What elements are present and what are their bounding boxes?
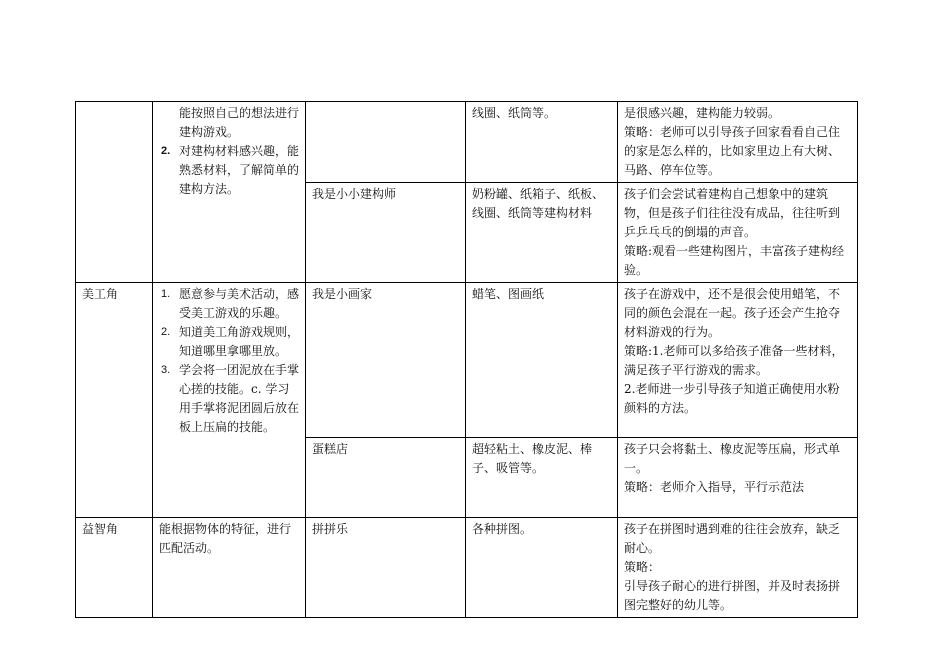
list-item: [159, 361, 299, 437]
goal-number: 2.: [161, 145, 171, 157]
note-line: 策略：老师介入指导，平行示范法: [624, 480, 805, 494]
table-row: [76, 518, 858, 618]
goals-list: [159, 285, 299, 437]
note-line: 策略：老师可以引导孩子回家看看自己住的家是怎么样的，比如家里边上有大树、马路、停车位等。: [624, 125, 841, 177]
note-line: 策略:观看一些建构图片，丰富孩子建构经验。: [624, 244, 845, 277]
note-line: 2.老师进一步引导孩子知道正确使用水粉颜料的方法。: [624, 382, 840, 415]
goal-text: 对建构材料感兴趣，能熟悉材料，了解简单的建构方法。: [179, 144, 300, 196]
table-row: [76, 102, 858, 183]
activity-cell: 蛋糕店: [306, 438, 466, 518]
list-item: [159, 142, 299, 199]
list-item: [159, 323, 299, 361]
note-line: 孩子在游戏中，还不是很会使用蜡笔，不同的颜色会混在一起。孩子还会产生抢夺材料游戏的行为。: [624, 287, 841, 339]
activity-cell: 我是小小建构师: [306, 183, 466, 283]
area-cell: 美工角: [76, 283, 153, 518]
materials-cell: 蜡笔、图画纸: [466, 283, 618, 438]
goal-text: 愿意参与美术活动，感受美工游戏的乐趣。: [179, 287, 300, 320]
notes-cell: [618, 183, 858, 283]
note-line: 策略：: [624, 560, 661, 574]
goals-cell: 能根据物体的特征，进行匹配活动。: [153, 518, 306, 618]
goal-continued-text: 能按照自己的想法进行建构游戏。: [179, 106, 300, 139]
materials-cell: 各种拼图。: [466, 518, 618, 618]
materials-cell: 奶粉罐、纸箱子、纸板、线圈、纸筒等建构材料: [466, 183, 618, 283]
area-cell: 益智角: [76, 518, 153, 618]
goal-number: 2.: [161, 326, 171, 338]
note-line: 策略:1.老师可以多给孩子准备一些材料，满足孩子平行游戏的需求。: [624, 344, 844, 377]
notes-cell: [618, 102, 858, 183]
note-line: 是很感兴趣，建构能力较弱。: [624, 106, 781, 120]
materials-cell: 线圈、纸筒等。: [466, 102, 618, 183]
goal-number: 1.: [161, 288, 171, 300]
area-cell: [76, 102, 153, 283]
goal-text: 学会将一团泥放在手掌心搓的技能。c. 学习用手掌将泥团圆后放在板上压扁的技能。: [179, 363, 300, 434]
note-line: 引导孩子耐心的进行拼图，并及时表扬拼图完整好的幼儿等。: [624, 579, 841, 612]
materials-cell: 超轻粘土、橡皮泥、棒子、吸管等。: [466, 438, 618, 518]
goals-cell: [153, 283, 306, 518]
goal-number: 3.: [161, 364, 171, 376]
note-line: 孩子在拼图时遇到难的往往会放弃，缺乏耐心。: [624, 522, 841, 555]
activity-cell: 我是小画家: [306, 283, 466, 438]
note-line: 孩子们会尝试着建构自己想象中的建筑物，但是孩子们往往没有成品，往往听到乒乒乓乓的倒塌的声音。: [624, 187, 841, 239]
list-item: [159, 285, 299, 323]
note-line: 孩子只会将黏土、橡皮泥等压扁，形式单一。: [624, 442, 841, 475]
activity-cell: 拼拼乐: [306, 518, 466, 618]
notes-cell: [618, 518, 858, 618]
table-row: [76, 283, 858, 438]
notes-cell: [618, 438, 858, 518]
goals-list: [159, 142, 299, 199]
goals-cell: [153, 102, 306, 283]
goal-text: 知道美工角游戏规则，知道哪里拿哪里放。: [179, 325, 300, 358]
activity-cell: [306, 102, 466, 183]
activity-plan-table: [75, 101, 858, 618]
notes-cell: [618, 283, 858, 438]
